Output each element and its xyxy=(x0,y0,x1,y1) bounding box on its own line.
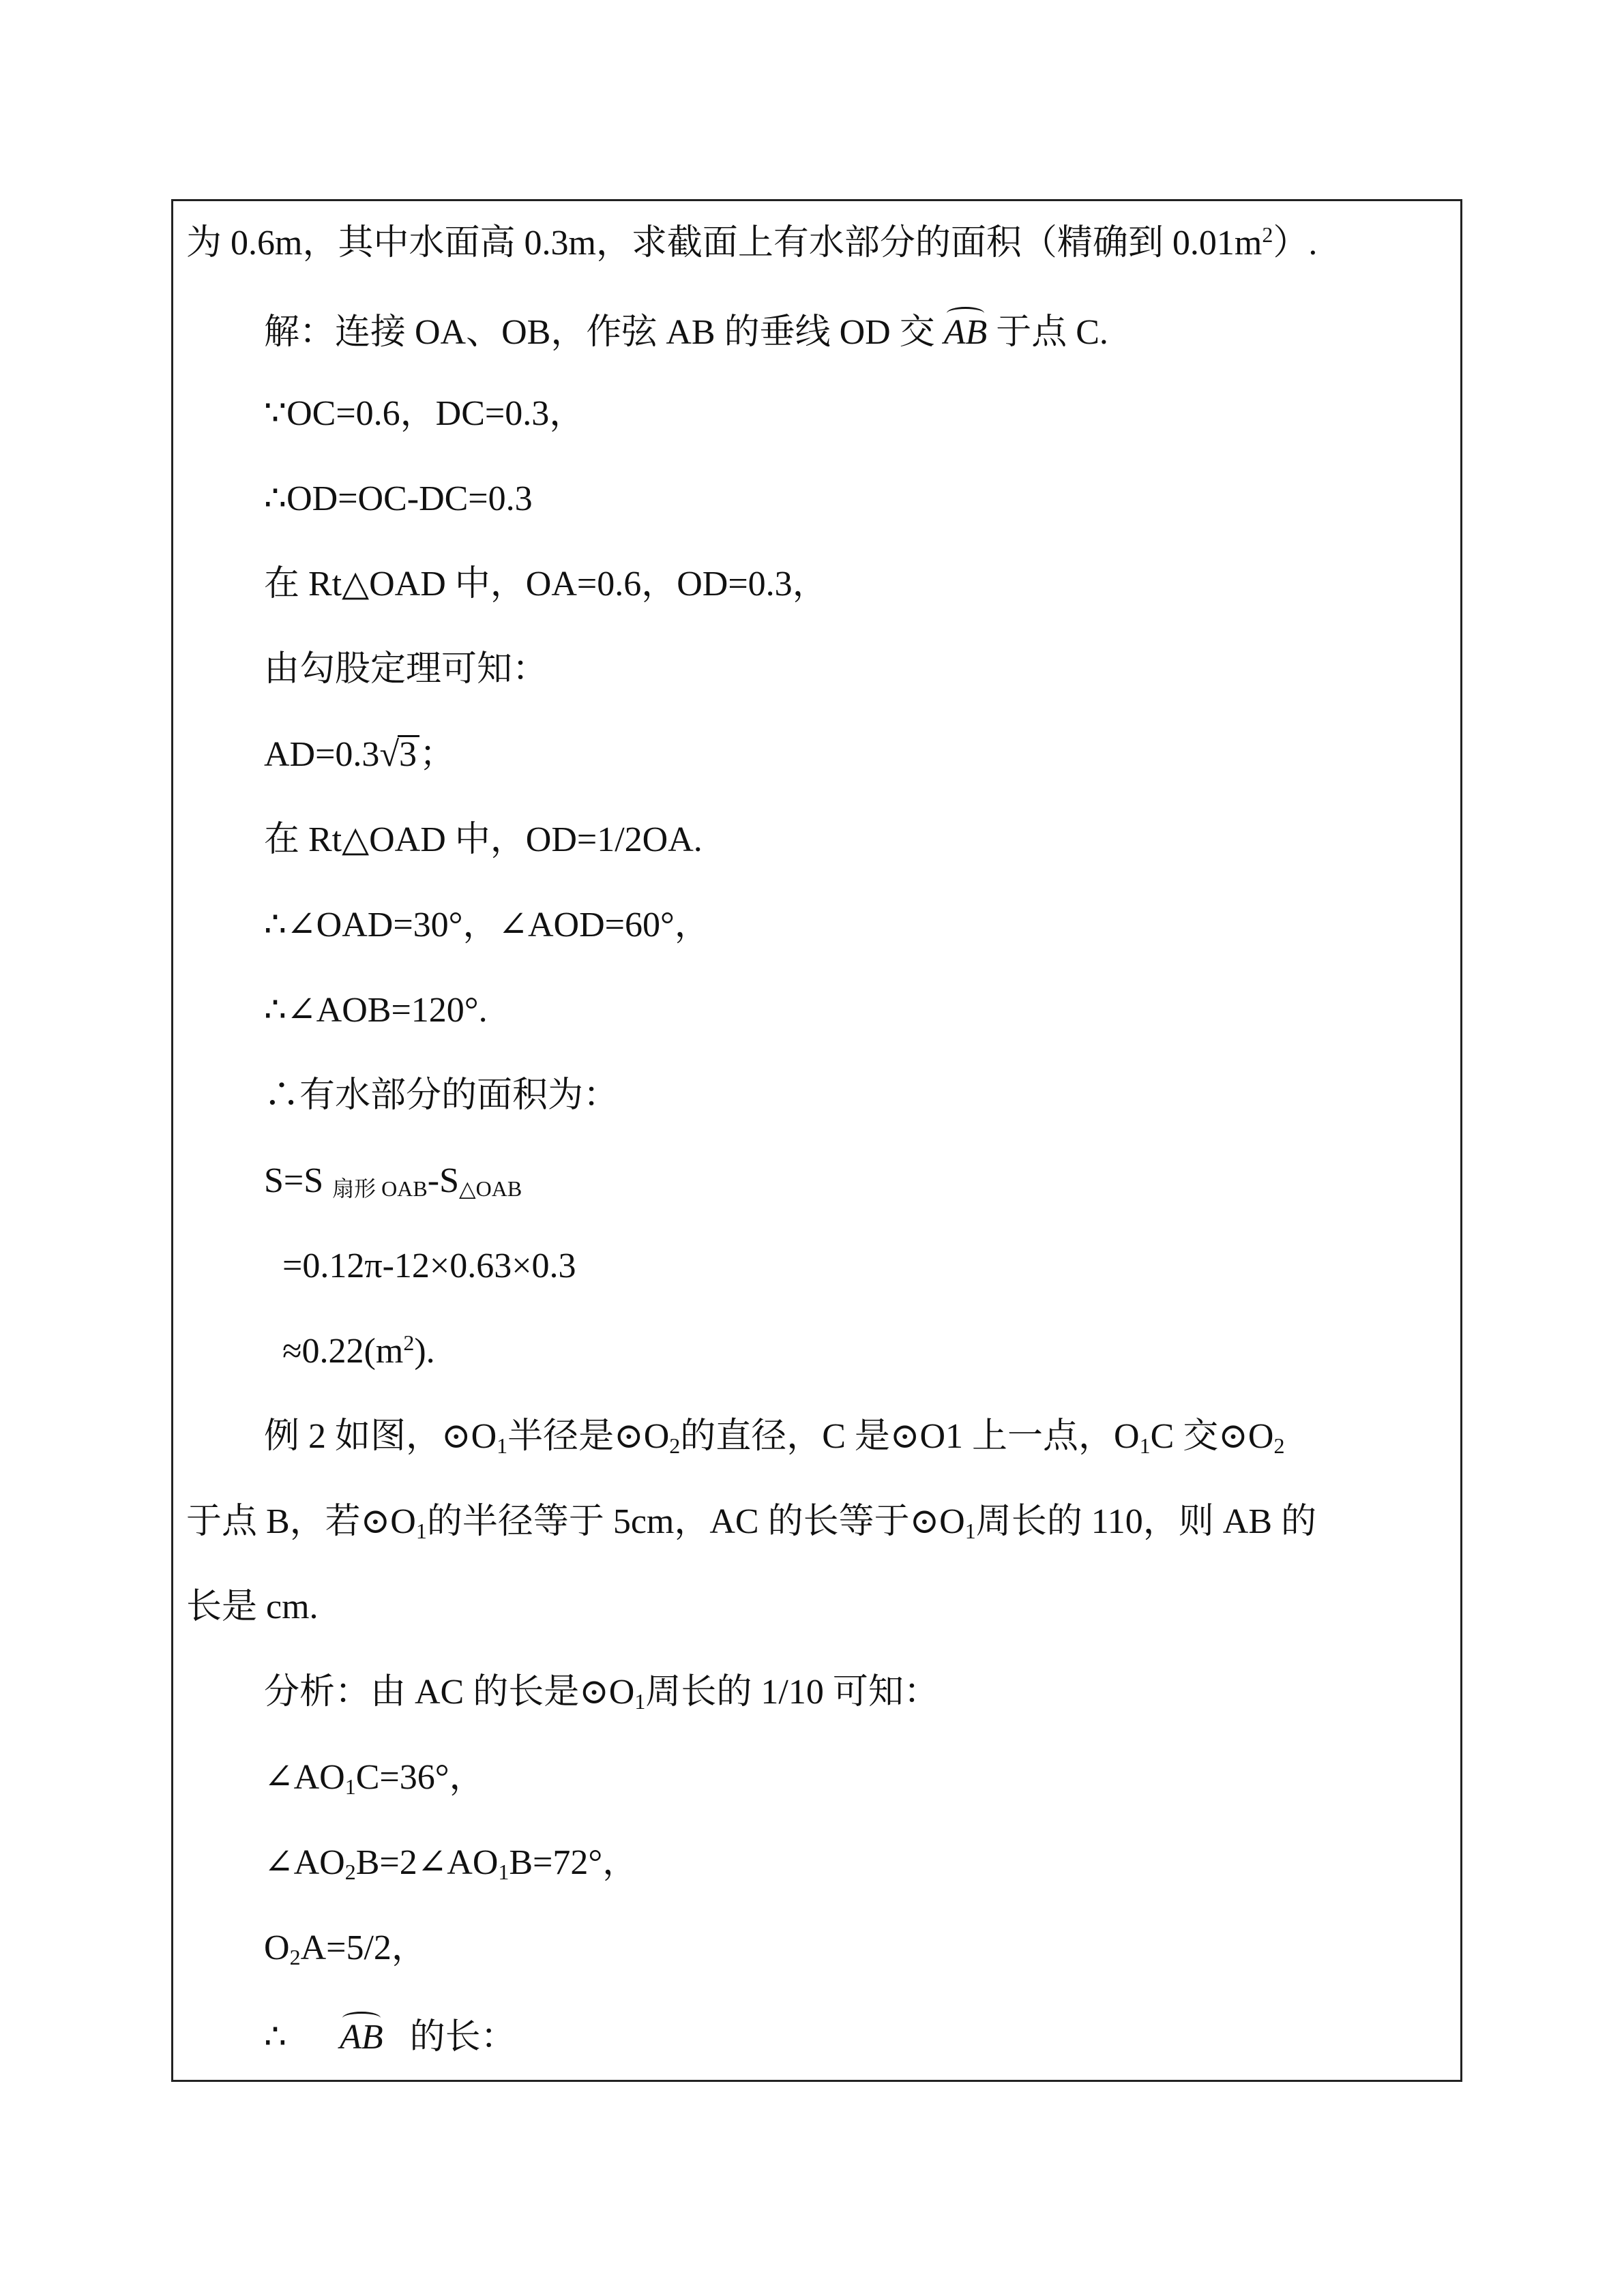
text-line-12: S=S 扇形 OAB-S△OAB xyxy=(264,1161,522,1201)
text-line-20: $\angle AO_2B=2\angle AO_1B=72^\circ$， xyxy=(264,1843,638,1884)
text-line-16: 于点 B，若$⊙O_1$的半径等于 5cm，AC 的长等于$⊙O_1$周长的 110，则 AB 的 xyxy=(186,1502,1317,1543)
text-line-22: ∴ AB 的长： xyxy=(264,2012,516,2059)
document-frame xyxy=(171,199,1462,2082)
text-line-17: 长是 cm. xyxy=(186,1587,319,1626)
text-line-10: ∴∠AOB=120°. xyxy=(264,991,488,1030)
text-line-5: 在 Rt△OAD 中，OA=0.6，OD=0.3， xyxy=(264,565,828,603)
text-line-18: 分析：由 AC 的长是$⊙O_1$周长的 1/10 可知： xyxy=(264,1673,939,1714)
arc-ab-symbol-2: AB xyxy=(340,2012,383,2059)
text-line-8: 在 Rt△OAD 中，OD=1/2OA. xyxy=(264,820,703,859)
text-line-9: ∴∠OAD=30°，∠AOD=60°， xyxy=(264,906,710,944)
text-line-19: $\angle AO_1C=36^\circ$， xyxy=(264,1758,485,1799)
text-line-14: $\approx 0.22(m^2)$. xyxy=(282,1330,435,1371)
text-line-4: ∴OD=OC-DC=0.3 xyxy=(264,479,533,518)
arc-ab-symbol: AB xyxy=(944,307,988,355)
text-line-11: ∴有水部分的面积为： xyxy=(264,1076,619,1115)
text-line-7: AD=0.3√3； xyxy=(264,735,455,774)
text-line-21: $O_2A=5/2$， xyxy=(264,1928,427,1969)
text-line-2: 解：连接 OA、OB，作弦 AB 的垂线 OD 交 AB 于点 C. xyxy=(264,307,1108,355)
sqrt-radicand: 3 xyxy=(398,735,419,773)
text-line-13: =0.12π-12×0.63×0.3 xyxy=(282,1247,576,1285)
text-line-3: ∵OC=0.6，DC=0.3， xyxy=(264,394,585,433)
text-line-1: 为 0.6m，其中水面高 0.3m，求截面上有水部分的面积（精确到 $0.01m^2$）. xyxy=(186,222,1318,263)
text-line-15: 例 2 如图，$⊙O_1$半径是$⊙O_2$的直径，C 是⊙O1 上一点，$O_1C$ 交$⊙O_2$ xyxy=(264,1417,1285,1458)
text-line-6: 由勾股定理可知： xyxy=(264,650,548,689)
